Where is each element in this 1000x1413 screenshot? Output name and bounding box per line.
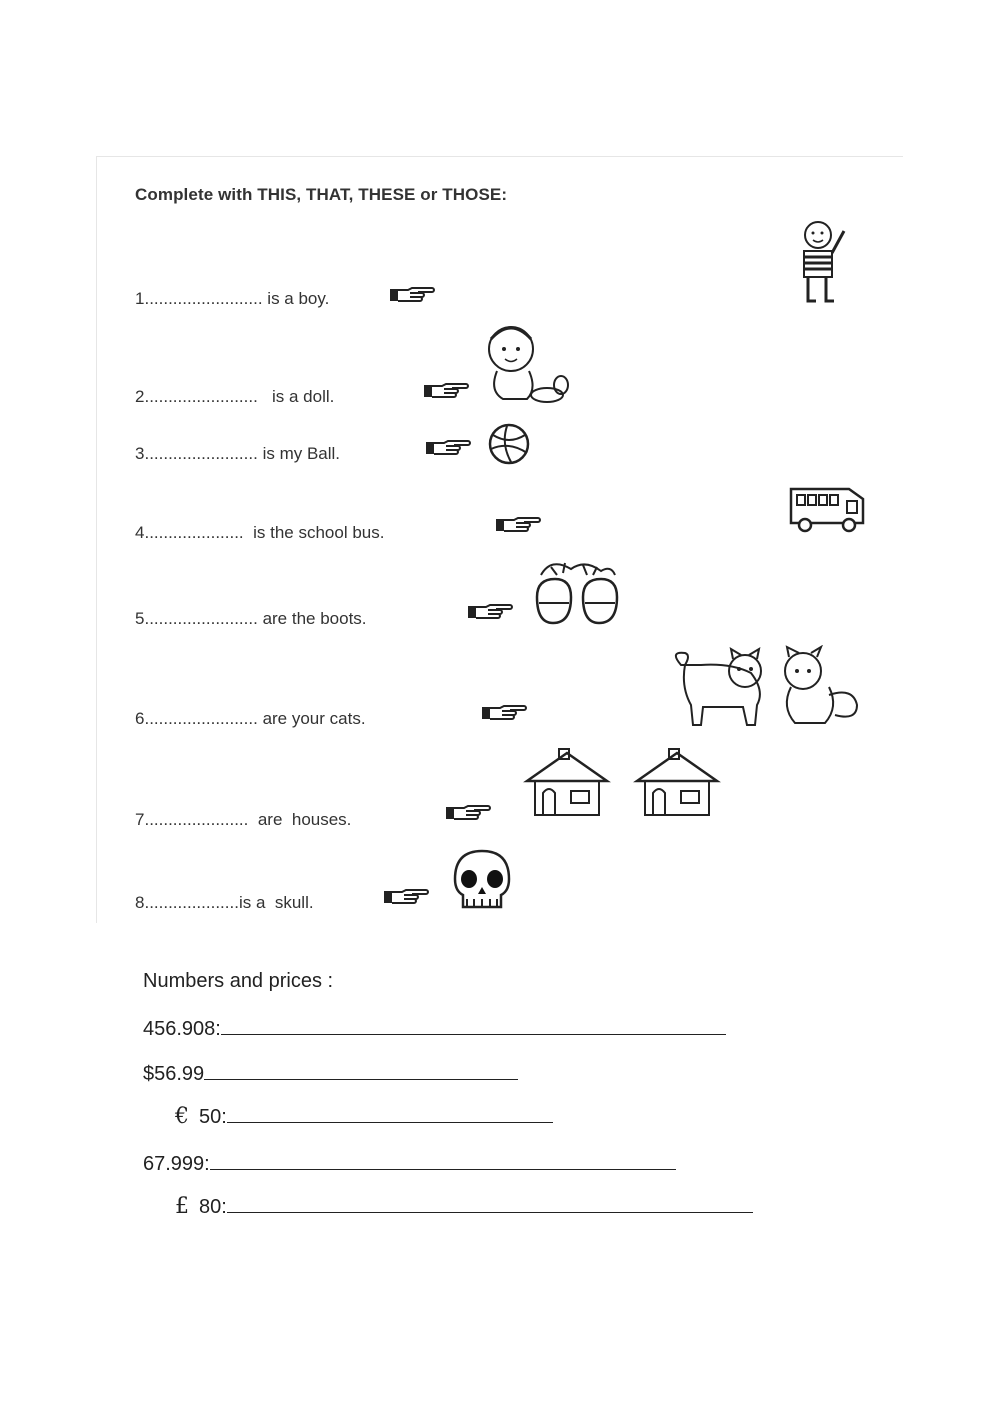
numbers-heading: Numbers and prices : (143, 970, 334, 992)
skull-icon (447, 849, 517, 913)
answer-blank[interactable] (210, 1151, 676, 1170)
exercise-line-7: 7...................... are houses. (135, 810, 352, 829)
price-row-4: 67.999: (143, 1151, 676, 1176)
instruction-title: Complete with THIS, THAT, THESE or THOSE: (135, 185, 508, 204)
pointing-hand-icon (389, 285, 435, 305)
price-row-5: £ 80: (175, 1194, 753, 1219)
price-row-3: € 50: (175, 1104, 553, 1129)
pointing-hand-icon (481, 703, 527, 723)
pointing-hand-icon (495, 515, 541, 535)
boy-icon (792, 217, 852, 307)
answer-blank[interactable] (204, 1061, 518, 1080)
price-row-2: $56.99 (143, 1061, 518, 1086)
cats-icon (667, 645, 871, 729)
pointing-hand-icon (445, 803, 491, 823)
exercise-line-2: 2........................ is a doll. (135, 387, 335, 406)
doll-icon (481, 323, 571, 405)
pointing-hand-icon (423, 381, 469, 401)
exercise-line-5: 5........................ are the boots. (135, 609, 367, 628)
price-row-1: 456.908: (143, 1016, 726, 1041)
exercise-line-6: 6........................ are your cats. (135, 709, 366, 728)
pointing-hand-icon (467, 602, 513, 622)
houses-icon (521, 747, 727, 819)
pound-symbol: £ (175, 1194, 189, 1219)
pointing-hand-icon (425, 438, 471, 458)
exercise-line-4: 4..................... is the school bus. (135, 523, 385, 542)
ball-icon (485, 423, 533, 465)
exercise-line-1: 1......................... is a boy. (135, 289, 330, 308)
answer-blank[interactable] (221, 1016, 726, 1035)
answer-blank[interactable] (227, 1194, 753, 1213)
school-bus-icon (787, 483, 871, 535)
euro-symbol: € (175, 1104, 189, 1129)
exercise-line-8: 8....................is a skull. (135, 893, 314, 912)
boots-icon (531, 557, 625, 629)
exercise-line-3: 3........................ is my Ball. (135, 444, 341, 463)
worksheet-scan (96, 156, 903, 923)
answer-blank[interactable] (227, 1104, 553, 1123)
pointing-hand-icon (383, 887, 429, 907)
